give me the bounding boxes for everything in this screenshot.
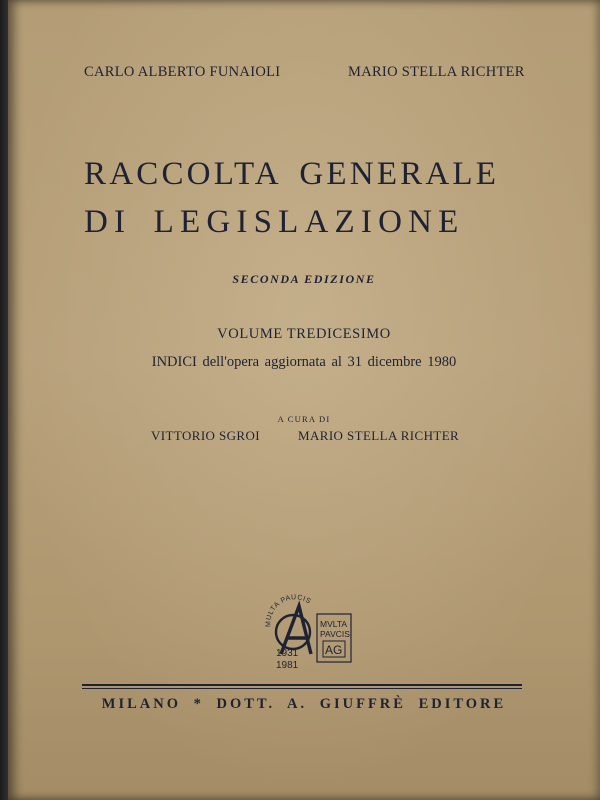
divider-rule xyxy=(82,684,522,686)
curated-by-label: A CURA DI xyxy=(277,414,331,424)
svg-text:MULTA PAUCIS xyxy=(265,594,312,627)
author-name: MARIO STELLA RICHTER xyxy=(348,64,525,80)
logo-box-text: PAVCIS xyxy=(320,629,350,639)
book-title-line: RACCOLTA GENERALE xyxy=(84,156,500,192)
book-title-line: DI LEGISLAZIONE xyxy=(84,204,465,240)
editor-name: MARIO STELLA RICHTER xyxy=(298,428,460,443)
index-description: INDICI dell'opera aggiornata al 31 dicembre 1980 xyxy=(151,354,457,370)
logo-year: 1931 xyxy=(276,648,299,659)
publisher-line xyxy=(8,696,600,713)
separator-star: * xyxy=(193,696,204,712)
publisher-city: MILANO xyxy=(101,696,182,712)
edition-label: SECONDA EDIZIONE xyxy=(232,272,376,286)
author-name: CARLO ALBERTO FUNAIOLI xyxy=(84,64,281,80)
divider-rule xyxy=(82,688,522,689)
book-cover xyxy=(8,0,600,800)
logo-box-text: MVLTA xyxy=(320,619,348,629)
logo-arc-text: MULTA PAUCIS xyxy=(265,594,313,628)
publisher-logo-icon xyxy=(261,590,361,674)
editor-name: VITTORIO SGROI xyxy=(151,428,260,443)
logo-monogram: AG xyxy=(325,643,343,657)
volume-label: VOLUME TREDICESIMO xyxy=(217,326,391,342)
publisher-name: DOTT. A. GIUFFRÈ EDITORE xyxy=(216,696,507,712)
logo-year: 1981 xyxy=(276,660,299,671)
book-title xyxy=(84,150,554,246)
